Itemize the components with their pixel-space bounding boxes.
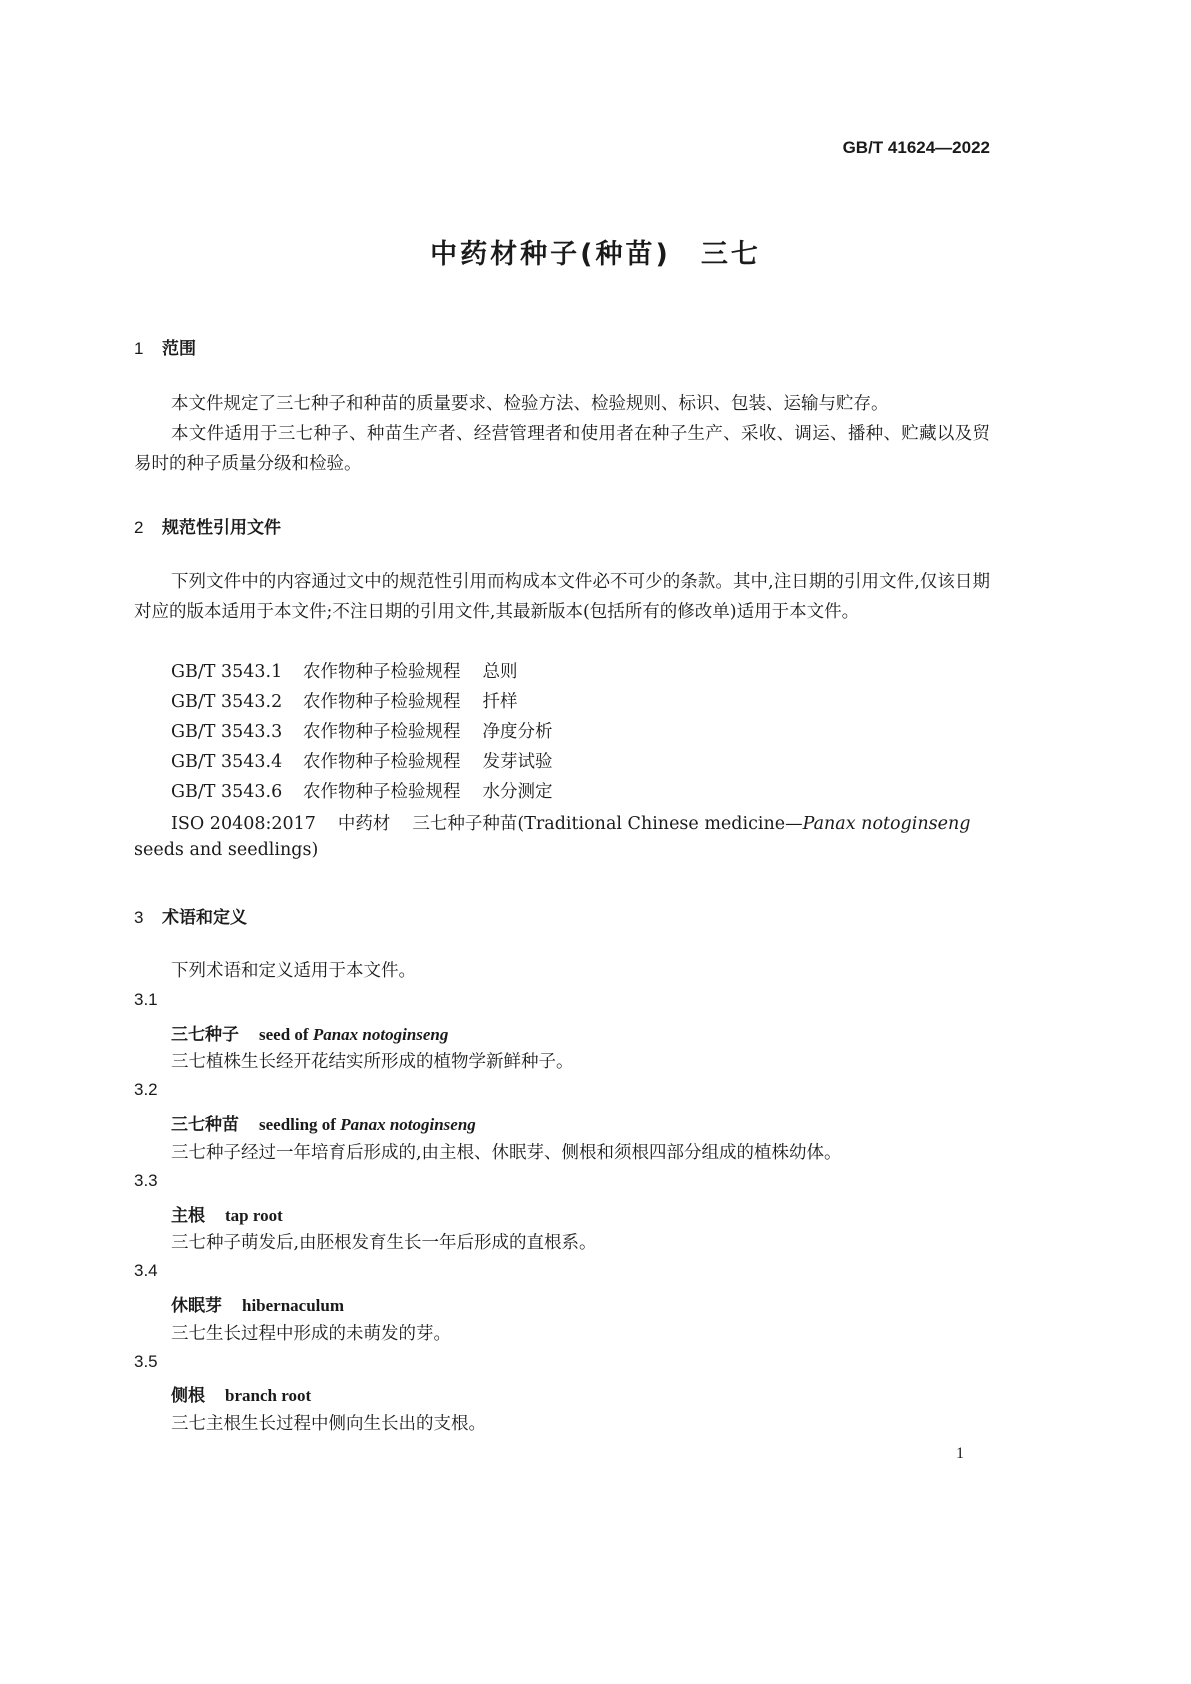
term-chinese: 休眠芽 — [171, 1296, 222, 1316]
document-title: 中药材种子(种苗) 三七 — [430, 239, 761, 270]
term-heading — [171, 1020, 448, 1045]
reference-code: GB/T 3543.3 — [171, 722, 283, 742]
reference-code: ISO 20408:2017 — [171, 814, 316, 834]
reference-name: 中药材 — [337, 814, 391, 834]
term-definition: 三七生长过程中形成的未萌发的芽。 — [171, 1324, 451, 1344]
page-number: 1 — [956, 1445, 964, 1462]
reference-name: 农作物种子检验规程 — [303, 722, 461, 742]
reference-latin-name: Panax notoginseng — [802, 814, 971, 834]
reference-code: GB/T 3543.2 — [171, 692, 283, 712]
section-1-paragraph-2: 本文件适用于三七种子、种苗生产者、经营管理者和使用者在种子生产、采收、调运、播种、贮藏以及贸易时的种子质量分级和检验。 — [134, 424, 990, 474]
reference-part: 扦样 — [482, 692, 518, 712]
term-chinese: 侧根 — [171, 1386, 205, 1406]
term-english: tap root — [225, 1206, 283, 1225]
reference-part: 净度分析 — [482, 722, 553, 742]
reference-part: 三七种子种苗(Traditional Chinese medicine— — [412, 814, 803, 834]
term-english: hibernaculum — [242, 1296, 345, 1315]
section-2-intro: 下列文件中的内容通过文中的规范性引用而构成本文件必不可少的条款。其中,注日期的引用文件,仅该日期对应的版本适用于本文件;不注日期的引用文件,其最新版本(包括所有的修改单)适用于本文件。 — [134, 572, 990, 622]
section-3-intro: 下列术语和定义适用于本文件。 — [171, 961, 416, 981]
term-number: 3.4 — [134, 1261, 158, 1280]
term-heading — [171, 1291, 344, 1316]
term-definition: 三七种子萌发后,由胚根发育生长一年后形成的直根系。 — [171, 1233, 597, 1253]
term-chinese: 主根 — [171, 1206, 205, 1226]
term-definition: 三七植株生长经开花结实所形成的植物学新鲜种子。 — [171, 1052, 574, 1072]
reference-item — [171, 688, 518, 713]
reference-part: 发芽试验 — [482, 752, 553, 772]
term-number: 3.1 — [134, 990, 158, 1009]
reference-item — [171, 718, 553, 743]
term-english: seed of Panax notoginseng — [259, 1025, 449, 1044]
reference-part: 水分测定 — [482, 782, 553, 802]
term-heading — [171, 1381, 311, 1406]
section-number: 3 — [134, 908, 144, 927]
reference-item-iso — [171, 810, 990, 835]
reference-item — [171, 658, 518, 683]
term-number: 3.3 — [134, 1171, 158, 1190]
reference-part: 总则 — [482, 662, 518, 682]
reference-code: GB/T 3543.4 — [171, 752, 283, 772]
term-english: branch root — [225, 1386, 312, 1405]
section-2-heading — [134, 513, 281, 538]
section-3-heading — [134, 903, 247, 928]
reference-code: GB/T 3543.6 — [171, 782, 283, 802]
term-chinese: 三七种苗 — [171, 1115, 239, 1135]
term-number: 3.2 — [134, 1080, 158, 1099]
section-number: 1 — [134, 339, 144, 358]
term-english: seedling of Panax notoginseng — [259, 1115, 476, 1134]
section-title: 术语和定义 — [162, 908, 247, 928]
reference-item — [171, 778, 553, 803]
section-number: 2 — [134, 518, 144, 537]
standard-number: GB/T 41624—2022 — [842, 138, 990, 157]
term-number: 3.5 — [134, 1352, 158, 1371]
term-definition: 三七主根生长过程中侧向生长出的支根。 — [171, 1414, 486, 1434]
reference-name: 农作物种子检验规程 — [303, 662, 461, 682]
term-definition: 三七种子经过一年培育后形成的,由主根、休眠芽、侧根和须根四部分组成的植株幼体。 — [171, 1143, 842, 1163]
section-title: 规范性引用文件 — [162, 518, 281, 538]
reference-name: 农作物种子检验规程 — [303, 752, 461, 772]
term-chinese: 三七种子 — [171, 1025, 239, 1045]
section-1-heading — [134, 334, 196, 359]
reference-name: 农作物种子检验规程 — [303, 692, 461, 712]
section-title: 范围 — [162, 339, 196, 359]
reference-item — [171, 748, 553, 773]
reference-item-iso-continued: seeds and seedlings) — [134, 840, 319, 860]
term-heading — [171, 1110, 476, 1135]
reference-code: GB/T 3543.1 — [171, 662, 283, 682]
term-heading — [171, 1201, 283, 1226]
reference-name: 农作物种子检验规程 — [303, 782, 461, 802]
section-1-paragraph-1: 本文件规定了三七种子和种苗的质量要求、检验方法、检验规则、标识、包装、运输与贮存。 — [171, 394, 889, 414]
